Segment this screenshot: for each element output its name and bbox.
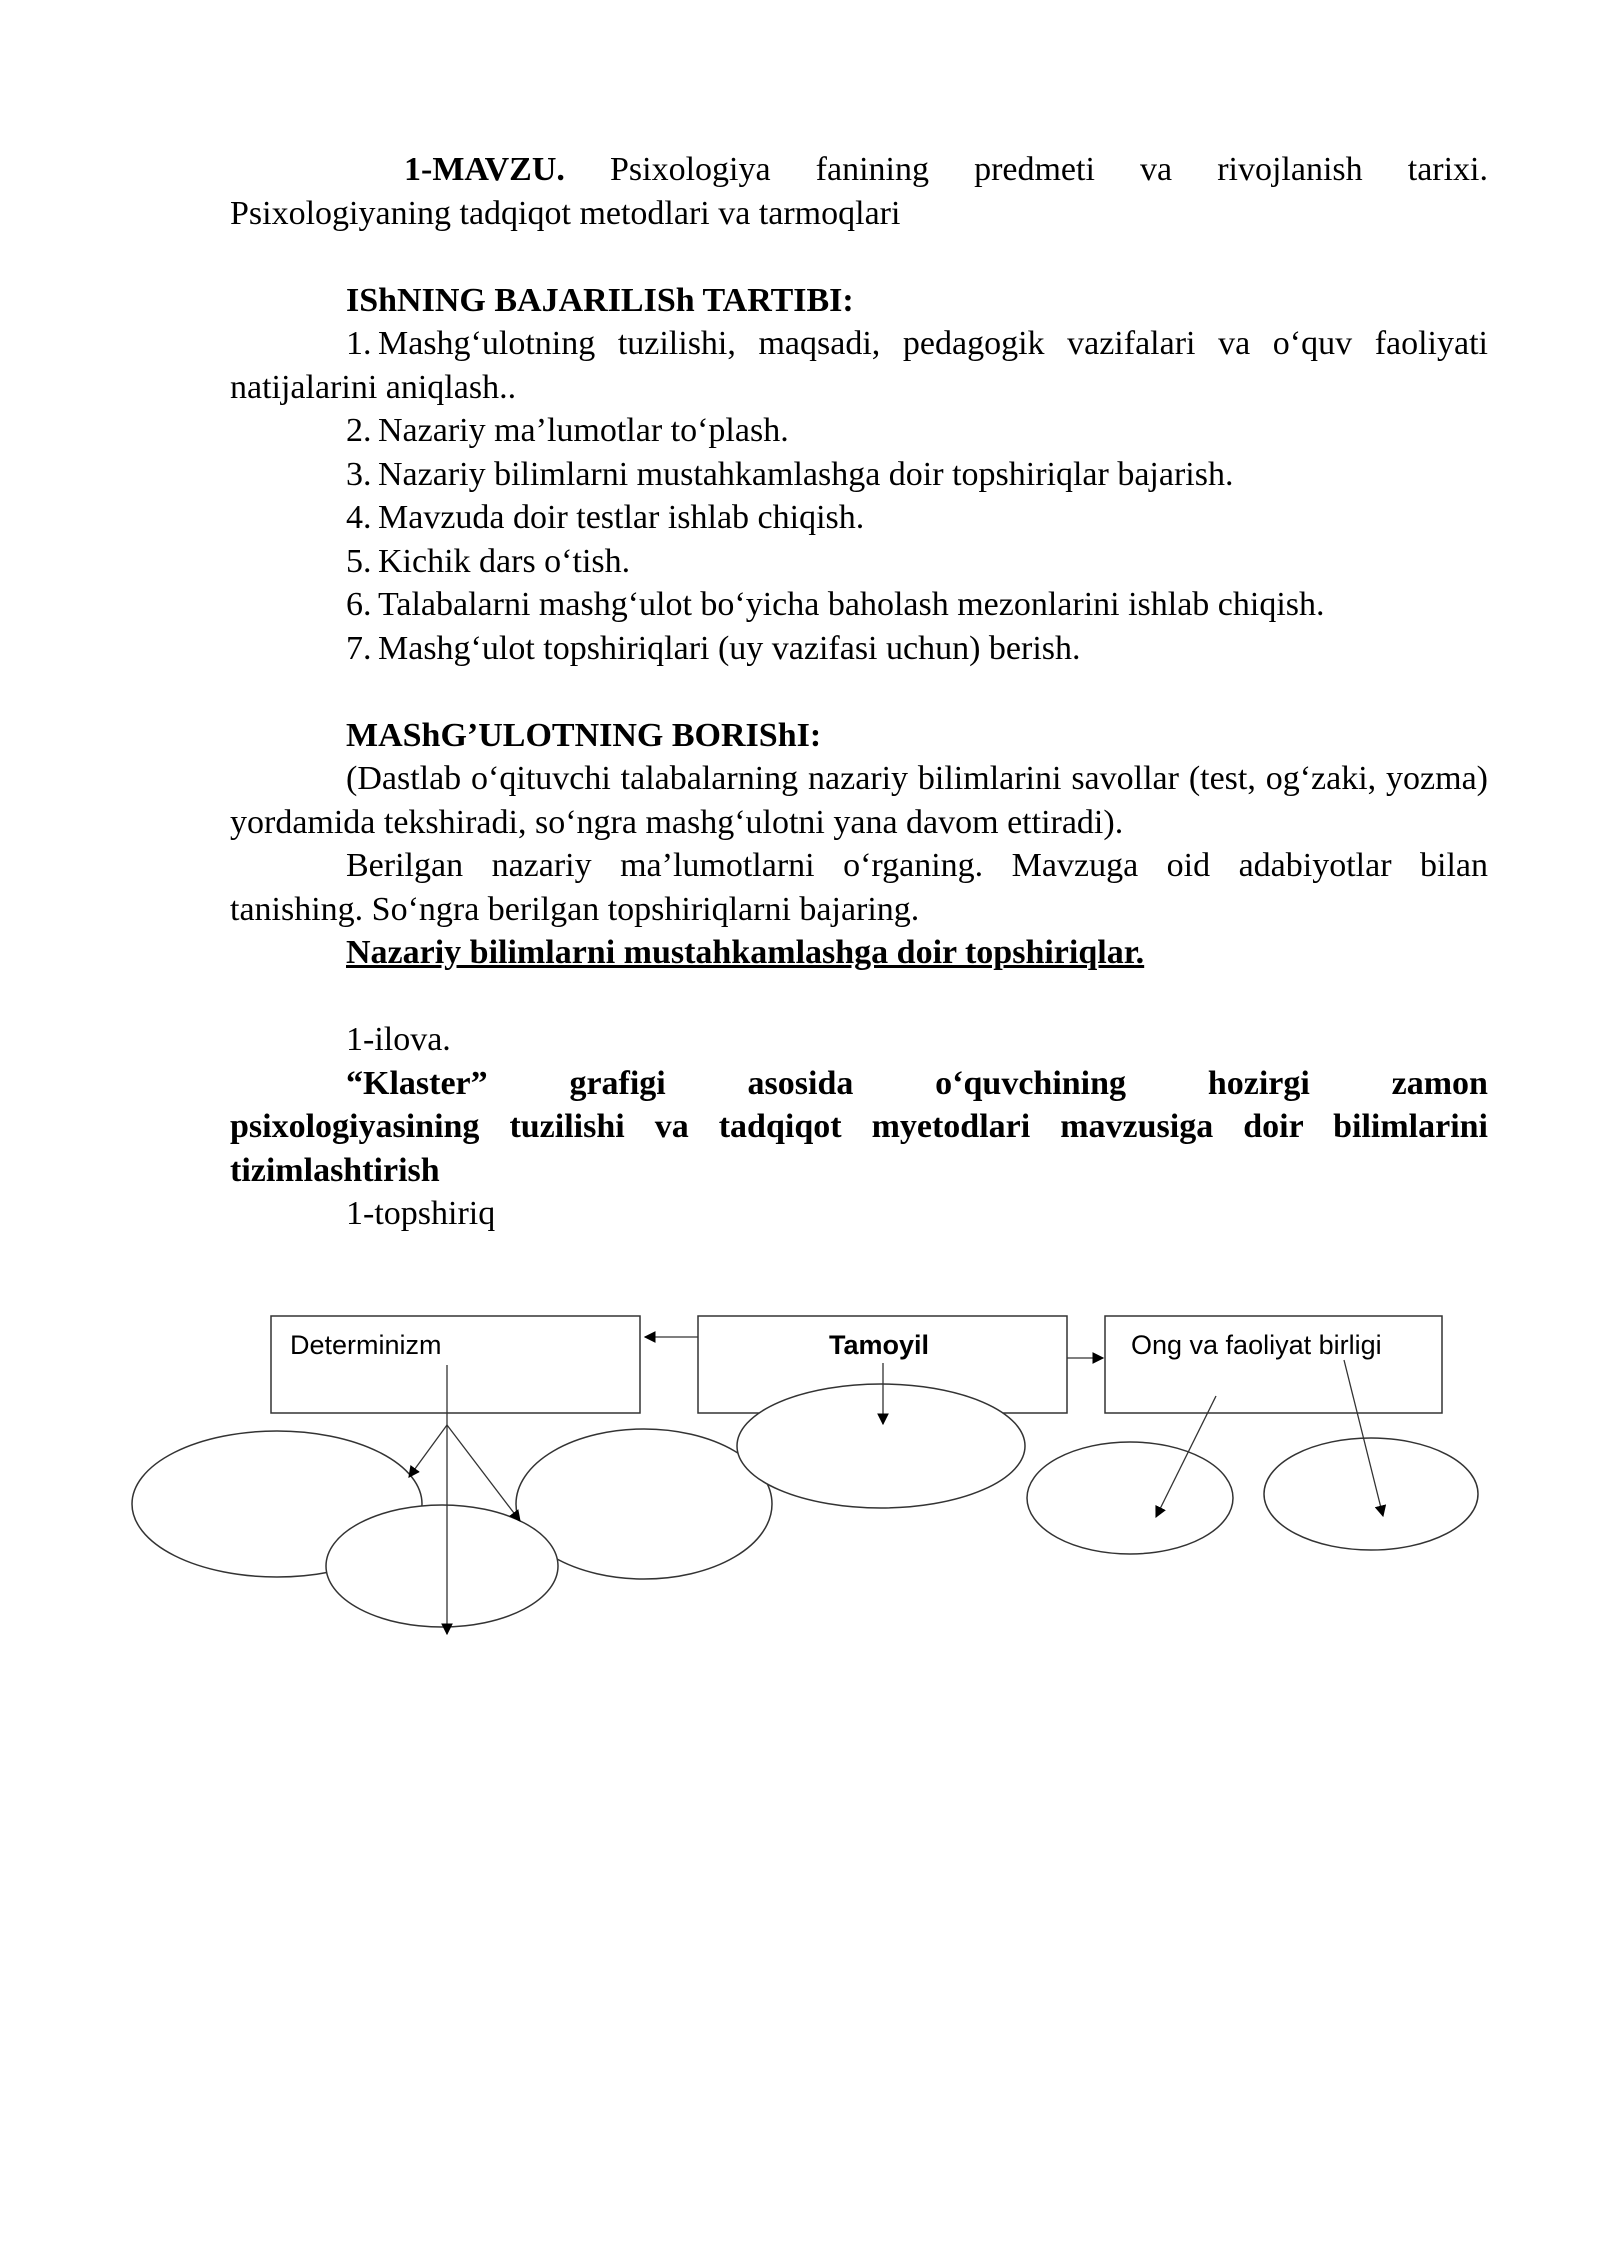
box-label-ong-faoliyat: Ong va faoliyat birligi (1131, 1330, 1382, 1360)
procedure-item: 4. Mavzuda doir testlar ishlab chiqish. (346, 499, 865, 536)
procedure-item: 5. Kichik dars o‘tish. (346, 542, 631, 580)
procedure-heading: IShNING BAJARILISh TARTIBI: (346, 281, 854, 319)
cluster-ellipse (326, 1505, 558, 1627)
klaster-text: psixologiyasining tuzilishi va tadqiqot myetodlari mavzusiga doir bilimlarini tizimlashtirish (230, 1108, 1488, 1189)
tasks-heading: Nazariy bilimlarni mustahkamlashga doir topshiriqlar. (346, 934, 1145, 971)
topic-text: Psixologiya fanining predmeti va rivojlanish tarixi. Psixologiyaning tadqiqot metodlari va tarmoqlari (230, 151, 1488, 232)
appendix-label: 1-ilova. (346, 1021, 451, 1058)
procedure-item: 1. Mashg‘ulotning tuzilishi, maqsadi, pedagogik vazifalari va o‘quv faoliyati natijalarini aniqlash.. (230, 325, 1488, 406)
arrow-determinizm-left (409, 1425, 447, 1477)
course-paragraph: Berilgan nazariy ma’lumotlarni o‘rganing. Mavzuga oid adabiyotlar bilan tanishing. So‘ngra berilgan topshiriqlarni bajaring. (230, 847, 1488, 928)
procedure-item: 7. Mashg‘ulot topshiriqlari (uy vazifasi uchun) berish. (346, 629, 1081, 667)
klaster-line: “Klaster” grafigi asosida o‘quvchining hozirgi zamon (346, 1064, 1488, 1102)
cluster-ellipse (737, 1384, 1025, 1508)
box-label-determinizm: Determinizm (290, 1330, 442, 1360)
procedure-item: 6. Talabalarni mashg‘ulot bo‘yicha baholash mezonlarini ishlab chiqish. (346, 586, 1325, 623)
course-heading: MAShG’ULOTNING BORIShI: (346, 716, 822, 754)
procedure-item: 2. Nazariy ma’lumotlar to‘plash. (346, 412, 789, 449)
box-label-tamoyil: Tamoyil (829, 1330, 930, 1360)
cluster-ellipse (1264, 1438, 1478, 1550)
course-paragraph: (Dastlab o‘qituvchi talabalarning nazariy bilimlarini savollar (test, og‘zaki, yozma) yordamida tekshiradi, so‘ngra mashg‘ulotni yana davom ettiradi). (230, 760, 1488, 841)
topic-number: 1-MAVZU. (404, 151, 565, 188)
cluster-ellipse (1027, 1442, 1233, 1554)
procedure-item: 3. Nazariy bilimlarni mustahkamlashga doir topshiriqlar bajarish. (346, 455, 1234, 493)
task-label: 1-topshiriq (346, 1195, 496, 1232)
